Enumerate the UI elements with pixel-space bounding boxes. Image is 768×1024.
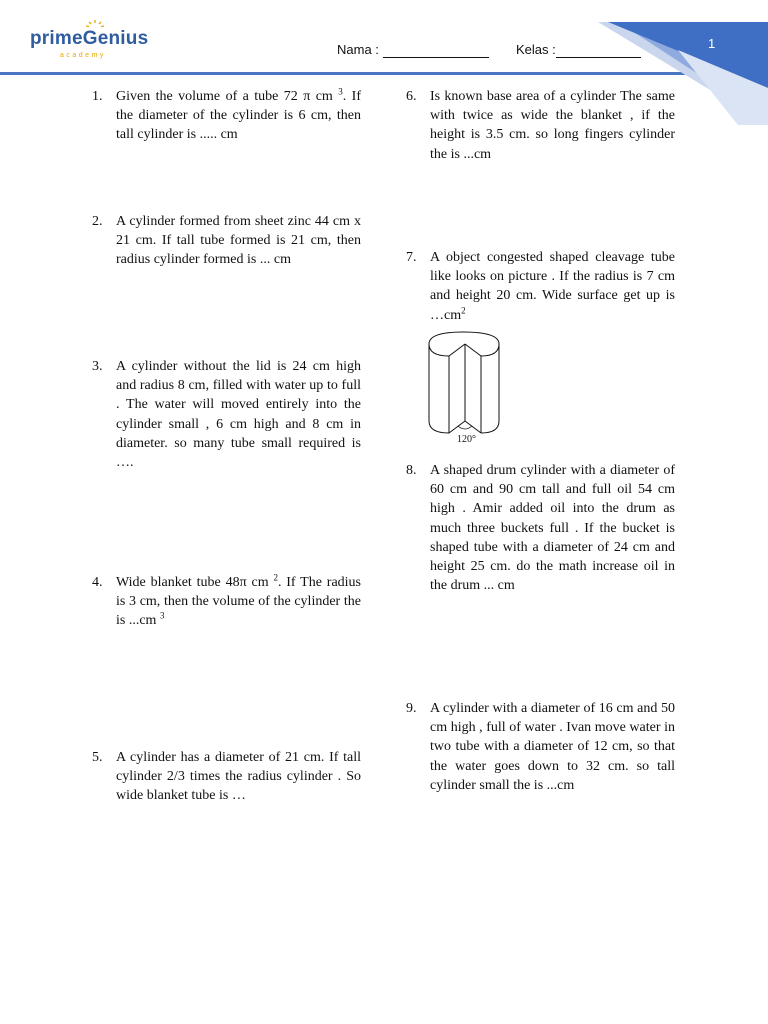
question-number: 6. <box>406 89 417 104</box>
logo <box>30 28 149 59</box>
question-number: 9. <box>406 701 417 716</box>
question-text: A object congested shaped cleavage tube like looks on picture . If the radius is 7 cm and height 20 cm. Wide surface get up is …cm <box>430 250 675 323</box>
angle-label: 120° <box>457 434 476 444</box>
question-text: Given the volume of a tube 72 π cm <box>116 89 333 104</box>
logo-text: primeGenius <box>30 28 149 49</box>
question-text-cont: . If The radius is 3 cm, then the volume of the cylinder the is ...cm <box>116 575 361 629</box>
question-number: 1. <box>92 89 103 104</box>
question-3 <box>92 357 361 472</box>
question-text: Is known base area of a cylinder The same with twice as wide the blanket , if the height is 3.5 cm. so long fingers cylinder the is ...cm <box>430 89 675 162</box>
name-field[interactable] <box>383 57 489 58</box>
superscript: 3 <box>159 610 165 621</box>
question-5 <box>92 748 361 806</box>
question-8 <box>406 461 675 595</box>
question-text: A cylinder with a diameter of 16 cm and 50 cm high , full of water . Ivan move water in two tube with a diameter of 12 cm, so that the water goes down to 32 cm. so tall cylinder small the is ...cm <box>430 701 675 793</box>
question-number: 2. <box>92 214 103 229</box>
superscript: 2 <box>461 304 466 315</box>
question-4 <box>92 572 361 631</box>
cleaved-cylinder-figure <box>425 326 505 444</box>
question-number: 4. <box>92 575 103 590</box>
question-text-cont: . If the diameter of the cylinder is 6 cm, then tall cylinder is ..... cm <box>116 89 361 143</box>
question-number: 5. <box>92 750 103 765</box>
logo-subtext: academy <box>60 52 106 59</box>
question-text: A cylinder without the lid is 24 cm high and radius 8 cm, filled with water up to full . The water will moved entirely into the cylinder small , 6 cm high and 8 cm in diameter. so many tube small required is …. <box>116 359 361 471</box>
question-number: 8. <box>406 463 417 478</box>
question-6 <box>406 87 675 164</box>
question-7 <box>406 248 675 325</box>
question-number: 7. <box>406 250 417 265</box>
question-1 <box>92 86 361 145</box>
superscript: 3 <box>338 86 343 97</box>
page-number: 1 <box>708 36 716 51</box>
question-text: A cylinder formed from sheet zinc 44 cm x 21 cm. If tall tube formed is 21 cm, then radius cylinder formed is ... cm <box>116 214 361 268</box>
lightbulb-icon <box>86 20 104 30</box>
question-text: A shaped drum cylinder with a diameter of 60 cm and 90 cm tall and full oil 54 cm high . Amir added oil into the drum as much three buckets full . If the bucket is shaped tube with a diameter of 24 cm and height 25 cm. do the math increase oil in the drum ... cm <box>430 463 675 594</box>
class-label: Kelas : <box>516 42 556 57</box>
question-text: Wide blanket tube 48π cm <box>116 575 269 590</box>
question-number: 3. <box>92 359 103 374</box>
question-2 <box>92 212 361 270</box>
question-text: A cylinder has a diameter of 21 cm. If tall cylinder 2/3 times the radius cylinder . So wide blanket tube is … <box>116 750 361 804</box>
superscript: 2 <box>273 572 278 583</box>
question-9 <box>406 699 675 795</box>
name-label: Nama : <box>337 42 379 57</box>
page-header <box>0 0 768 80</box>
